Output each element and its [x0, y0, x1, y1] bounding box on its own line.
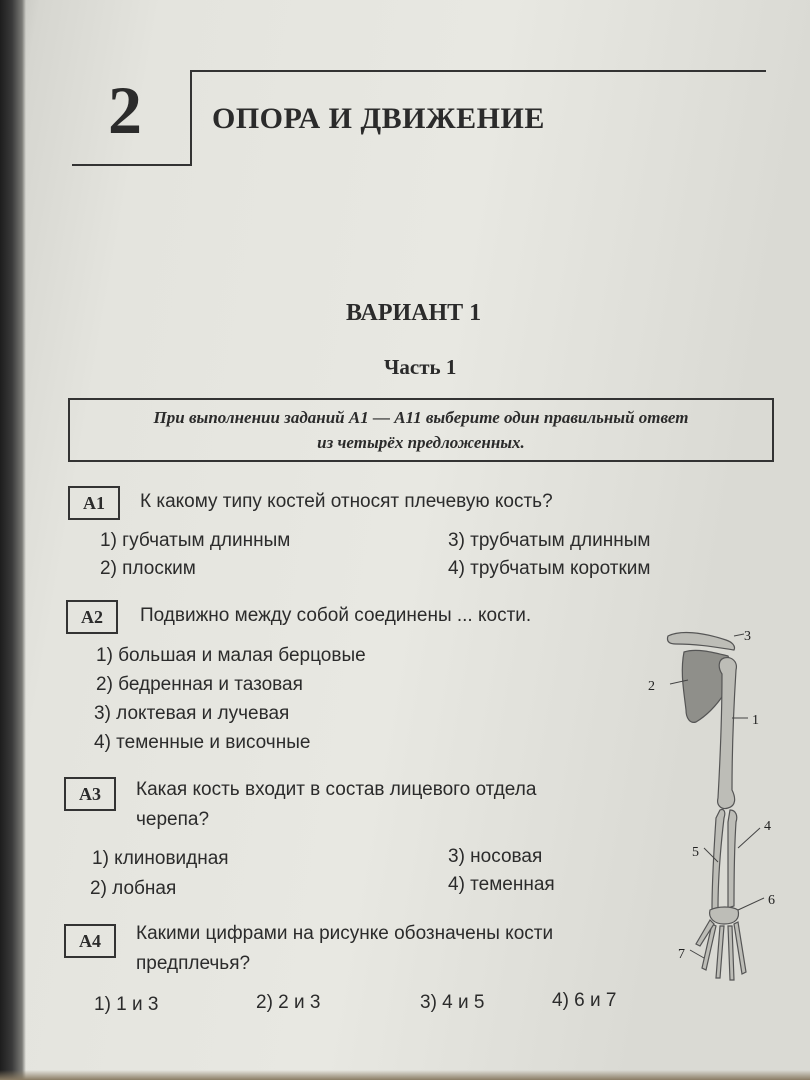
question-a2-option-1: 1) большая и малая берцовые	[96, 645, 366, 666]
question-a2-option-3: 3) локтевая и лучевая	[94, 703, 290, 724]
question-a4-number: А4	[64, 924, 116, 958]
question-a2-text: Подвижно между собой соединены ... кости.	[140, 605, 532, 626]
instructions-box	[68, 398, 774, 462]
figure-label-3: 3	[744, 629, 751, 644]
instructions-line-2: из четырёх предложенных.	[317, 433, 525, 452]
question-a3-text-line-1: Какая кость входит в состав лицевого отдела	[136, 779, 537, 800]
question-a3-option-2: 2) лобная	[90, 878, 177, 899]
question-a1-option-1: 1) губчатым длинным	[100, 530, 291, 551]
chapter-number: 2	[108, 72, 142, 148]
question-a4-option-3: 3) 4 и 5	[420, 992, 485, 1013]
figure-label-2: 2	[648, 679, 655, 694]
chapter-title: ОПОРА И ДВИЖЕНИЕ	[212, 102, 545, 135]
question-a4-option-1: 1) 1 и 3	[94, 994, 159, 1015]
header-rule-vertical	[190, 70, 192, 166]
question-a1-number: А1	[68, 486, 120, 520]
figure-label-1: 1	[752, 713, 759, 728]
question-a3-option-3: 3) носовая	[448, 846, 543, 867]
question-a4-option-2: 2) 2 и 3	[256, 992, 321, 1013]
instructions-line-1: При выполнении заданий А1 — А11 выберите один правильный ответ	[153, 408, 689, 427]
question-a3-option-1: 1) клиновидная	[92, 848, 229, 869]
figure-label-5: 5	[692, 845, 699, 860]
question-a3-text-line-2: черепа?	[136, 809, 210, 830]
question-a1-option-2: 2) плоским	[100, 558, 196, 579]
variant-title: ВАРИАНТ 1	[346, 300, 482, 326]
question-a1-text: К какому типу костей относят плечевую кость?	[140, 491, 553, 512]
question-a2-number: А2	[66, 600, 118, 634]
page-bottom-edge	[0, 1070, 810, 1080]
question-a2-option-4: 4) теменные и височные	[94, 732, 311, 753]
arm-skeleton-icon	[640, 622, 790, 994]
question-a2-option-2: 2) бедренная и тазовая	[96, 674, 303, 695]
question-a4-text-line-1: Какими цифрами на рисунке обозначены кости	[136, 923, 554, 944]
header-rule-bottom	[72, 164, 192, 166]
figure-label-6: 6	[768, 893, 775, 908]
question-a4-text-line-2: предплечья?	[136, 953, 251, 974]
question-a1-option-4: 4) трубчатым коротким	[448, 558, 651, 579]
header-rule-top	[190, 70, 766, 72]
figure-label-4: 4	[764, 819, 771, 834]
figure-label-7: 7	[678, 947, 685, 962]
question-a3-option-4: 4) теменная	[448, 874, 555, 895]
book-binding-shadow	[0, 0, 26, 1080]
question-a4-option-4: 4) 6 и 7	[552, 990, 617, 1011]
question-a1-option-3: 3) трубчатым длинным	[448, 530, 651, 551]
part-title: Часть 1	[384, 355, 457, 379]
question-a3-number: А3	[64, 777, 116, 811]
